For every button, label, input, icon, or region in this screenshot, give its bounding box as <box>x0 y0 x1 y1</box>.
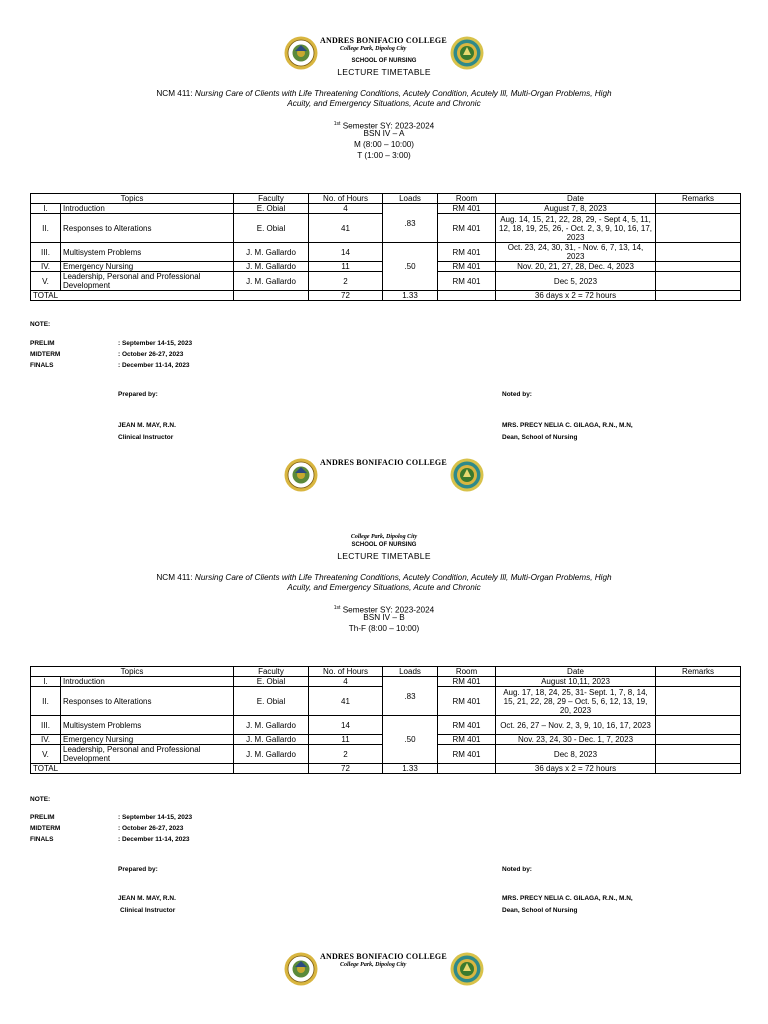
semester-ordinal: 1st <box>333 605 341 611</box>
room-cell: RM 401 <box>438 214 496 243</box>
column-header: Date <box>496 194 656 204</box>
loads-cell: .83 <box>383 204 438 243</box>
noter-name: MRS. PRECY NELIA C. GILAGA, R.N., M.N, <box>502 422 633 429</box>
exam-label: MIDTERM <box>30 351 61 358</box>
semester-text: Semester SY: 2023-2024 <box>342 605 435 615</box>
remarks-cell <box>656 745 741 764</box>
faculty-cell: J. M. Gallardo <box>234 716 309 735</box>
remarks-cell <box>656 262 741 272</box>
date-cell: Dec 8, 2023 <box>496 745 656 764</box>
course-code: NCM 411: <box>156 573 193 582</box>
remarks-cell <box>656 716 741 735</box>
remarks-cell <box>656 735 741 745</box>
total-hours: 72 <box>309 291 383 301</box>
total-room-cell <box>438 291 496 301</box>
noter-title: Dean, School of Nursing <box>502 434 578 441</box>
total-label: TOTAL <box>31 764 234 774</box>
total-label: TOTAL <box>31 291 234 301</box>
column-header: Faculty <box>234 194 309 204</box>
total-days: 36 days x 2 = 72 hours <box>496 764 656 774</box>
room-cell: RM 401 <box>438 262 496 272</box>
faculty-cell: J. M. Gallardo <box>234 735 309 745</box>
total-faculty-cell <box>234 291 309 301</box>
timetable <box>30 193 741 301</box>
faculty-cell: J. M. Gallardo <box>234 262 309 272</box>
room-cell: RM 401 <box>438 716 496 735</box>
faculty-cell: E. Obial <box>234 214 309 243</box>
letterhead-b <box>0 456 768 500</box>
nursing-seal-icon <box>450 36 484 70</box>
faculty-cell: E. Obial <box>234 677 309 687</box>
noted-by-label: Noted by: <box>502 866 532 873</box>
noter-title: Dean, School of Nursing <box>502 907 578 914</box>
exam-finals <box>30 362 330 369</box>
room-cell: RM 401 <box>438 204 496 214</box>
noter-name: MRS. PRECY NELIA C. GILAGA, R.N., M.N, <box>502 895 633 902</box>
college-address: College Park, Dipolog City <box>340 46 407 52</box>
preparer-name: JEAN M. MAY, R.N. <box>118 895 176 902</box>
column-header: Topics <box>31 194 234 204</box>
exam-midterm <box>30 351 330 358</box>
column-header: Room <box>438 667 496 677</box>
row-number: IV. <box>31 735 61 745</box>
exam-date: : September 14-15, 2023 <box>118 340 193 347</box>
faculty-cell: J. M. Gallardo <box>234 745 309 764</box>
column-header: Loads <box>383 194 438 204</box>
hours-cell: 41 <box>309 687 383 716</box>
row-number: V. <box>31 745 61 764</box>
doc-title: LECTURE TIMETABLE <box>337 551 431 561</box>
loads-cell: .50 <box>383 716 438 764</box>
exam-label: PRELIM <box>30 340 55 347</box>
college-seal-icon <box>284 458 318 492</box>
college-seal-icon <box>284 36 318 70</box>
row-number: IV. <box>31 262 61 272</box>
row-number: III. <box>31 243 61 262</box>
date-cell: Oct. 26, 27 – Nov. 2, 3, 9, 10, 16, 17, 2023 <box>496 716 656 735</box>
exam-label: FINALS <box>30 362 54 369</box>
nursing-seal-icon <box>450 952 484 986</box>
course-code: NCM 411: <box>156 89 193 98</box>
exam-prelim <box>30 814 330 821</box>
column-header: No. of Hours <box>309 667 383 677</box>
remarks-cell <box>656 677 741 687</box>
doc-title: LECTURE TIMETABLE <box>337 67 431 77</box>
column-header: Room <box>438 194 496 204</box>
column-header: Loads <box>383 667 438 677</box>
date-cell: Aug. 14, 15, 21, 22, 28, 29, - Sept 4, 5, 11, 12, 18, 19, 25, 26, - Oct. 2, 3, 9, 10, 16, 17, 2023 <box>496 214 656 243</box>
exam-date: : September 14-15, 2023 <box>118 814 193 821</box>
total-remarks-cell <box>656 764 741 774</box>
hours-cell: 41 <box>309 214 383 243</box>
preparer-title: Clinical Instructor <box>120 907 176 914</box>
note-label: NOTE: <box>30 796 51 803</box>
topic-cell: Emergency Nursing <box>61 262 234 272</box>
hours-cell: 2 <box>309 745 383 764</box>
column-header: Faculty <box>234 667 309 677</box>
school-name: SCHOOL OF NURSING <box>351 58 417 64</box>
date-cell: August 10,11, 2023 <box>496 677 656 687</box>
topic-cell: Leadership, Personal and Professional Development <box>61 745 234 764</box>
column-header: No. of Hours <box>309 194 383 204</box>
topic-cell: Introduction <box>61 677 234 687</box>
hours-cell: 4 <box>309 204 383 214</box>
section-label: BSN IV – B <box>363 613 405 622</box>
remarks-cell <box>656 272 741 291</box>
hours-cell: 11 <box>309 262 383 272</box>
course-description: Nursing Care of Clients with Life Threatening Conditions, Acutely Condition, Acutely Ill, Multi-Organ Problems, High Acuity, and Emergency Situations, Acute and Chronic <box>194 573 612 592</box>
prepared-by-label: Prepared by: <box>118 866 158 873</box>
total-loads: 1.33 <box>383 291 438 301</box>
table-row <box>31 677 741 687</box>
date-cell: Oct. 23, 24, 30, 31, - Nov. 6, 7, 13, 14, 2023 <box>496 243 656 262</box>
faculty-cell: E. Obial <box>234 687 309 716</box>
timetable <box>30 666 741 774</box>
schedule-line-1: Th-F (8:00 – 10:00) <box>348 624 420 633</box>
remarks-cell <box>656 687 741 716</box>
date-cell: Nov. 20, 21, 27, 28, Dec. 4, 2023 <box>496 262 656 272</box>
row-number: I. <box>31 677 61 687</box>
noted-by-label: Noted by: <box>502 391 532 398</box>
topic-cell: Responses to Alterations <box>61 214 234 243</box>
course-description: Nursing Care of Clients with Life Threatening Conditions, Acutely Condition, Acutely Ill, Multi-Organ Problems, High Acuity, and Emergency Situations, Acute and Chronic <box>194 89 612 108</box>
row-number: III. <box>31 716 61 735</box>
row-number: I. <box>31 204 61 214</box>
remarks-cell <box>656 204 741 214</box>
exam-date: : December 11-14, 2023 <box>118 362 190 369</box>
topic-cell: Emergency Nursing <box>61 735 234 745</box>
total-hours: 72 <box>309 764 383 774</box>
total-faculty-cell <box>234 764 309 774</box>
row-number: II. <box>31 214 61 243</box>
total-days: 36 days x 2 = 72 hours <box>496 291 656 301</box>
exam-prelim <box>30 340 330 347</box>
room-cell: RM 401 <box>438 745 496 764</box>
preparer-title: Clinical Instructor <box>118 434 174 441</box>
column-header: Date <box>496 667 656 677</box>
column-header: Remarks <box>656 194 741 204</box>
topic-cell: Multisystem Problems <box>61 243 234 262</box>
date-cell: August 7, 8, 2023 <box>496 204 656 214</box>
school-name: SCHOOL OF NURSING <box>351 542 417 548</box>
column-header: Remarks <box>656 667 741 677</box>
hours-cell: 14 <box>309 243 383 262</box>
exam-date: : October 26-27, 2023 <box>118 825 184 832</box>
room-cell: RM 401 <box>438 272 496 291</box>
room-cell: RM 401 <box>438 243 496 262</box>
exam-label: FINALS <box>30 836 54 843</box>
date-cell: Nov. 23, 24, 30 - Dec. 1, 7, 2023 <box>496 735 656 745</box>
exam-date: : October 26-27, 2023 <box>118 351 184 358</box>
room-cell: RM 401 <box>438 735 496 745</box>
prepared-by-label: Prepared by: <box>118 391 158 398</box>
total-row <box>31 291 741 301</box>
hours-cell: 11 <box>309 735 383 745</box>
schedule-line-2: T (1:00 – 3:00) <box>357 151 411 160</box>
college-name: ANDRES BONIFACIO COLLEGE <box>320 36 447 45</box>
remarks-cell <box>656 243 741 262</box>
exam-finals <box>30 836 330 843</box>
remarks-cell <box>656 214 741 243</box>
row-number: V. <box>31 272 61 291</box>
total-remarks-cell <box>656 291 741 301</box>
course-title <box>150 573 618 593</box>
note-label: NOTE: <box>30 321 51 328</box>
loads-cell: .83 <box>383 677 438 716</box>
total-loads: 1.33 <box>383 764 438 774</box>
room-cell: RM 401 <box>438 677 496 687</box>
faculty-cell: J. M. Gallardo <box>234 243 309 262</box>
exam-date: : December 11-14, 2023 <box>118 836 190 843</box>
college-name: ANDRES BONIFACIO COLLEGE <box>320 952 447 961</box>
college-name: ANDRES BONIFACIO COLLEGE <box>320 458 447 467</box>
row-number: II. <box>31 687 61 716</box>
topic-cell: Responses to Alterations <box>61 687 234 716</box>
column-header: Topics <box>31 667 234 677</box>
section-label: BSN IV – A <box>363 129 405 138</box>
table-row <box>31 243 741 262</box>
loads-cell: .50 <box>383 243 438 291</box>
total-room-cell <box>438 764 496 774</box>
date-cell: Aug. 17, 18, 24, 25, 31- Sept. 1, 7, 8, 14, 15, 21, 22, 28, 29 – Oct. 5, 6, 12, 13, 19, 20, 2023 <box>496 687 656 716</box>
table-header-row <box>31 194 741 204</box>
faculty-cell: J. M. Gallardo <box>234 272 309 291</box>
preparer-name: JEAN M. MAY, R.N. <box>118 422 176 429</box>
exam-label: MIDTERM <box>30 825 61 832</box>
semester-text: Semester SY: 2023-2024 <box>342 121 435 131</box>
hours-cell: 14 <box>309 716 383 735</box>
hours-cell: 4 <box>309 677 383 687</box>
course-title <box>150 89 618 109</box>
college-seal-icon <box>284 952 318 986</box>
topic-cell: Multisystem Problems <box>61 716 234 735</box>
college-address: College Park, Dipolog City <box>340 962 407 968</box>
semester-ordinal: 1st <box>333 121 341 127</box>
total-row <box>31 764 741 774</box>
table-row <box>31 716 741 735</box>
letterhead-c <box>0 950 768 994</box>
table-row <box>31 204 741 214</box>
schedule-line-1: M (8:00 – 10:00) <box>353 140 415 149</box>
topic-cell: Leadership, Personal and Professional Development <box>61 272 234 291</box>
college-address: College Park, Dipolog City <box>350 534 418 540</box>
faculty-cell: E. Obial <box>234 204 309 214</box>
room-cell: RM 401 <box>438 687 496 716</box>
exam-midterm <box>30 825 330 832</box>
topic-cell: Introduction <box>61 204 234 214</box>
nursing-seal-icon <box>450 458 484 492</box>
exam-label: PRELIM <box>30 814 55 821</box>
table-header-row <box>31 667 741 677</box>
date-cell: Dec 5, 2023 <box>496 272 656 291</box>
hours-cell: 2 <box>309 272 383 291</box>
